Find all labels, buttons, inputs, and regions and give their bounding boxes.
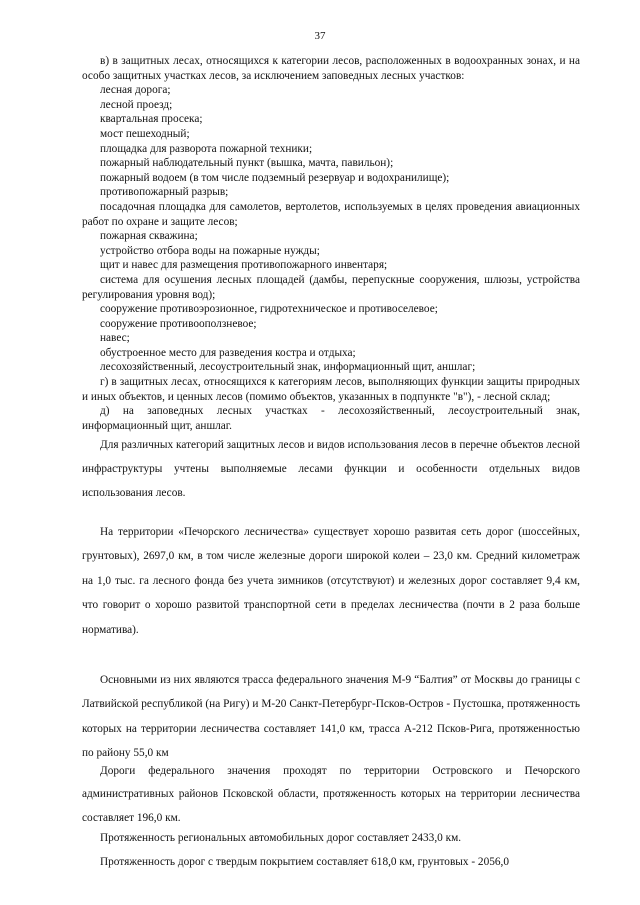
list-item: площадка для разворота пожарной техники; bbox=[100, 142, 313, 155]
paragraph-g: г) в защитных лесах, относящихся к категориям лесов, выполняющих функции защиты природных и иных объектов, и ценных лесов (помимо объектов, указанных в подпункте "в"), - лесной склад; bbox=[82, 376, 580, 403]
list-item: обустроенное место для разведения костра и отдыха; bbox=[100, 346, 356, 359]
list-item: щит и навес для размещения противопожарного инвентаря; bbox=[100, 259, 388, 272]
list-item: сооружение противооползневое; bbox=[100, 317, 257, 330]
list-item: навес; bbox=[100, 332, 130, 345]
paragraph-federal-roads: Дороги федерального значения проходят по территории Островского и Печорского административных районов Псковской области, протяженность которых на территории лесничества составляет 196,0 км. bbox=[82, 765, 580, 824]
paragraph-d: д) на заповедных лесных участках - лесохозяйственный, лесоустроительный знак, информационный щит, аншлаг. bbox=[82, 405, 580, 432]
paragraph-regional-roads: Протяженность региональных автомобильных дорог составляет 2433,0 км. bbox=[100, 832, 462, 844]
list-item: противопожарный разрыв; bbox=[100, 186, 229, 199]
list-item: сооружение противоэрозионное, гидротехническое и противоселевое; bbox=[100, 303, 438, 316]
paragraph-hard-surface-roads: Протяженность дорог с твердым покрытием составляет 618,0 км, грунтовых - 2056,0 bbox=[100, 856, 509, 868]
main-roads-section bbox=[82, 668, 580, 766]
list-item: лесохозяйственный, лесоустроительный знак, информационный щит, аншлаг; bbox=[100, 361, 476, 374]
list-item: мост пешеходный; bbox=[100, 127, 190, 140]
list-item: пожарный наблюдательный пункт (вышка, мачта, павильон); bbox=[100, 157, 394, 170]
list-item: лесной проезд; bbox=[100, 98, 173, 111]
list-item: система для осушения лесных площадей (дамбы, перепускные сооружения, шлюзы, устройства регулирования уровня вод); bbox=[82, 273, 580, 301]
page-number: 37 bbox=[314, 30, 326, 42]
paragraph-territory: На территории «Печорского лесничества» существует хорошо развитая сеть дорог (шоссейных, грунтовых), 2697,0 км, в том числе железные дороги широкой колеи – 23,0 км. Средний километраж на 1,0 тыс. га лесного фонда без учета зимников (отсутствуют) и железных дорог составляет 9,4 км, что говорит о хорошо развитой транспортной сети в пределах лесничества (почти в 2 раза больше норматива). bbox=[82, 526, 580, 636]
paragraph-main-roads: Основными из них являются трасса федерального значения М-9 “Балтия” от Москвы до границы с Латвийской республикой (на Ригу) и М-20 Санкт-Петербург-Псков-Остров - Пустошка, протяженность которых на территории лесничества составляет 141,0 км, трасса А-212 Псков-Рига, протяженностью по району 55,0 км bbox=[82, 674, 580, 760]
list-item: посадочная площадка для самолетов, вертолетов, используемых в целях проведения авиационных работ по охране и защите лесов; bbox=[82, 200, 580, 228]
list-intro: в) в защитных лесах, относящихся к категории лесов, расположенных в водоохранных зонах, и на особо защитных участках лесов, за исключением заповедных лесных участков: bbox=[82, 55, 580, 82]
road-lengths-section bbox=[82, 826, 580, 874]
list-item: пожарный водоем (в том числе подземный резервуар и водохранилище); bbox=[100, 171, 450, 184]
territory-section bbox=[82, 520, 580, 642]
list-item: устройство отбора воды на пожарные нужды; bbox=[100, 244, 320, 257]
list-item: лесная дорога; bbox=[100, 84, 171, 97]
paragraph-categories: Для различных категорий защитных лесов и видов использования лесов в перечне объектов лесной инфраструктуры учтены выполняемые лесами функции и особенности отдельных видов использования лесов. bbox=[82, 439, 580, 500]
infrastructure-list-section bbox=[82, 54, 580, 505]
federal-roads-section bbox=[82, 760, 580, 830]
list-item: пожарная скважина; bbox=[100, 230, 198, 243]
list-item: квартальная просека; bbox=[100, 113, 203, 126]
